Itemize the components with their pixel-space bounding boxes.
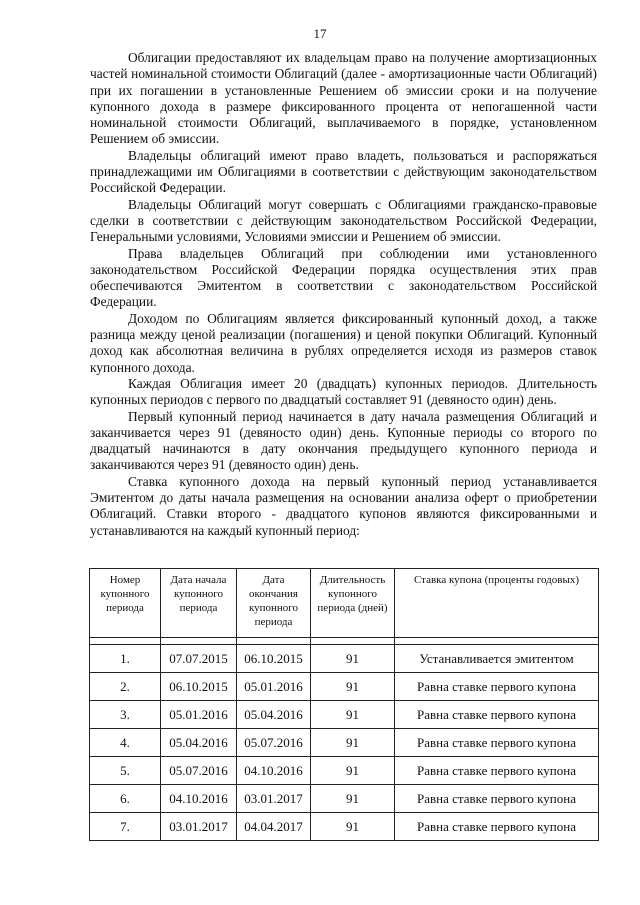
cell-start-date: 04.10.2016 — [161, 785, 237, 813]
cell-duration: 91 — [311, 701, 395, 729]
table-spacer-row — [90, 638, 599, 645]
paragraph-rights: Облигации предоставляют их владельцам право на получение амортизационных частей номинальной стоимости Облигаций (далее - амортизационные части Облигаций) при их погашении в установленные Решением об эмиссии сроки и на получение купонного дохода в размере фиксированного процента от непогашенной части номинальной стоимости Облигаций, выплачиваемого в порядке, установленном Решением об эмиссии. — [90, 50, 597, 147]
table-header-row — [90, 569, 599, 638]
header-end-date: Дата окончания купонного периода — [237, 569, 311, 638]
paragraph-protection: Права владельцев Облигаций при соблюдении ими установленного законодательством Российской Федерации порядка осуществления этих прав обеспечиваются Эмитентом в соответствии с законодательством Российской Федерации. — [90, 245, 597, 310]
paragraph-coupon-count: Каждая Облигация имеет 20 (двадцать) купонных периодов. Длительность купонных периодов с первого по двадцатый составляет 91 (девяносто один) день. — [90, 375, 597, 408]
table-row — [90, 673, 599, 701]
cell-start-date: 05.04.2016 — [161, 729, 237, 757]
cell-start-date: 06.10.2015 — [161, 673, 237, 701]
cell-end-date: 05.07.2016 — [237, 729, 311, 757]
cell-number: 2. — [90, 673, 161, 701]
page-number: 17 — [313, 26, 327, 41]
cell-start-date: 07.07.2015 — [161, 645, 237, 673]
table-row — [90, 813, 599, 841]
cell-rate: Равна ставке первого купона — [395, 757, 599, 785]
header-duration: Длительность купонного периода (дней) — [311, 569, 395, 638]
cell-end-date: 04.10.2016 — [237, 757, 311, 785]
cell-number: 3. — [90, 701, 161, 729]
cell-end-date: 03.01.2017 — [237, 785, 311, 813]
header-number: Номер купонного периода — [90, 569, 161, 638]
cell-number: 5. — [90, 757, 161, 785]
cell-duration: 91 — [311, 813, 395, 841]
cell-rate: Равна ставке первого купона — [395, 813, 599, 841]
cell-duration: 91 — [311, 729, 395, 757]
cell-number: 1. — [90, 645, 161, 673]
header-start-date: Дата начала купонного периода — [161, 569, 237, 638]
paragraph-ownership: Владельцы облигаций имеют право владеть, пользоваться и распоряжаться принадлежащими им Облигациями в соответствии с действующим законодательством Российской Федерации. — [90, 147, 597, 196]
cell-duration: 91 — [311, 757, 395, 785]
cell-duration: 91 — [311, 645, 395, 673]
cell-rate: Устанавливается эмитентом — [395, 645, 599, 673]
cell-end-date: 05.01.2016 — [237, 673, 311, 701]
table-row — [90, 729, 599, 757]
paragraph-transactions: Владельцы Облигаций могут совершать с Облигациями гражданско-правовые сделки в соответствии с действующим законодательством Российской Федерации, Генеральными условиями, Условиями эмиссии и Решением об эмиссии. — [90, 196, 597, 245]
cell-start-date: 05.01.2016 — [161, 701, 237, 729]
table-row — [90, 785, 599, 813]
table-row — [90, 757, 599, 785]
cell-end-date: 06.10.2015 — [237, 645, 311, 673]
paragraph-first-period: Первый купонный период начинается в дату начала размещения Облигаций и заканчивается через 91 (девяносто один) день. Купонные периоды со второго по двадцатый начинаются в дату окончания предыдущего купонного периода и заканчиваются через 91 (девяносто один) день. — [90, 408, 597, 473]
cell-number: 7. — [90, 813, 161, 841]
paragraph-rate: Ставка купонного дохода на первый купонный период устанавливается Эмитентом до даты начала размещения на основании анализа оферт о приобретении Облигаций. Ставки второго - двадцатого купонов являются фиксированными и устанавливаются на каждый купонный период: — [90, 473, 597, 538]
cell-rate: Равна ставке первого купона — [395, 785, 599, 813]
table-row — [90, 701, 599, 729]
cell-rate: Равна ставке первого купона — [395, 701, 599, 729]
cell-start-date: 03.01.2017 — [161, 813, 237, 841]
cell-duration: 91 — [311, 785, 395, 813]
cell-rate: Равна ставке первого купона — [395, 729, 599, 757]
coupon-table — [89, 568, 599, 841]
body-text — [90, 50, 597, 539]
cell-rate: Равна ставке первого купона — [395, 673, 599, 701]
cell-duration: 91 — [311, 673, 395, 701]
table-row — [90, 645, 599, 673]
cell-end-date: 05.04.2016 — [237, 701, 311, 729]
cell-number: 6. — [90, 785, 161, 813]
paragraph-income: Доходом по Облигациям является фиксированный купонный доход, а также разница между ценой реализации (погашения) и ценой покупки Облигаций. Купонный доход как абсолютная величина в рублях определяется исходя из размеров ставок купонного дохода. — [90, 310, 597, 375]
cell-start-date: 05.07.2016 — [161, 757, 237, 785]
cell-end-date: 04.04.2017 — [237, 813, 311, 841]
cell-number: 4. — [90, 729, 161, 757]
header-rate: Ставка купона (проценты годовых) — [395, 569, 599, 638]
